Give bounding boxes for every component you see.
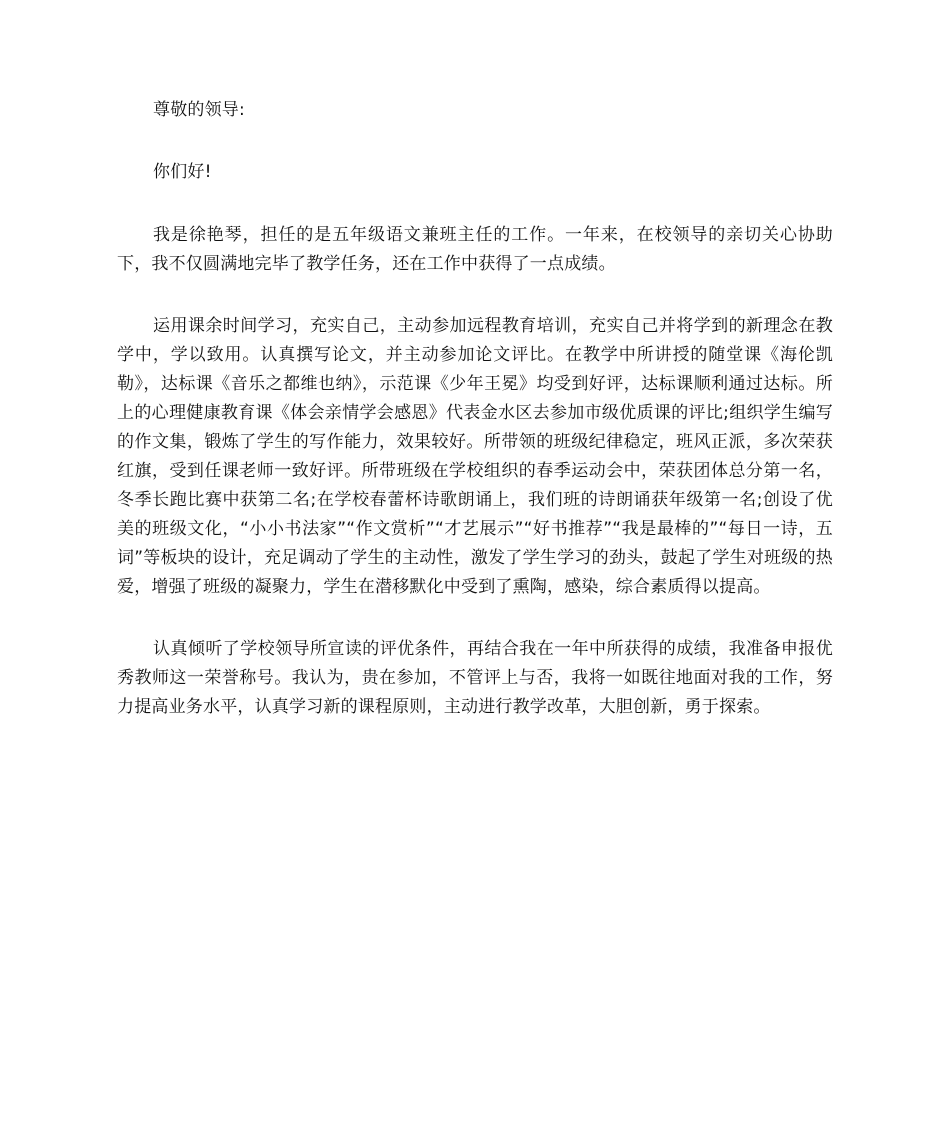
paragraph-introduction: 我是徐艳琴，担任的是五年级语文兼班主任的工作。一年来，在校领导的亲切关心协助下，我不仅圆满地完毕了教学任务，还在工作中获得了一点成绩。: [117, 225, 833, 274]
document-page: [117, 96, 833, 722]
salutation-line: 你们好!: [153, 162, 212, 182]
paragraph-application: 认真倾听了学校领导所宣读的评优条件，再结合我在一年中所获得的成绩，我准备申报优秀教师这一荣誉称号。我认为，贵在参加，不管评上与否，我将一如既往地面对我的工作，努力提高业务水平，认真学习新的课程原则，主动进行教学改革，大胆创新，勇于探索。: [117, 639, 833, 717]
greeting-line: 尊敬的领导:: [153, 100, 245, 120]
paragraph-achievements: 运用课余时间学习，充实自己，主动参加远程教育培训，充实自己并将学到的新理念在教学中，学以致用。认真撰写论文，并主动参加论文评比。在教学中所讲授的随堂课《海伦凯勒》，达标课《音乐之都维也纳》，示范课《少年王冕》均受到好评，达标课顺利通过达标。所上的心理健康教育课《体会亲情学会感恩》代表金水区去参加市级优质课的评比;组织学生编写的作文集，锻炼了学生的写作能力，效果较好。所带领的班级纪律稳定，班风正派，多次荣获红旗，受到任课老师一致好评。所带班级在学校组织的春季运动会中，荣获团体总分第一名，冬季长跑比赛中获第二名;在学校春蕾杯诗歌朗诵上，我们班的诗朗诵获年级第一名;创设了优美的班级文化，“小小书法家”“作文赏析”“才艺展示”“好书推荐”“我是最棒的”“每日一诗，五词”等板块的设计，充足调动了学生的主动性，激发了学生学习的劲头，鼓起了学生对班级的热爱，增强了班级的凝聚力，学生在潜移默化中受到了熏陶，感染，综合素质得以提高。: [117, 316, 833, 597]
